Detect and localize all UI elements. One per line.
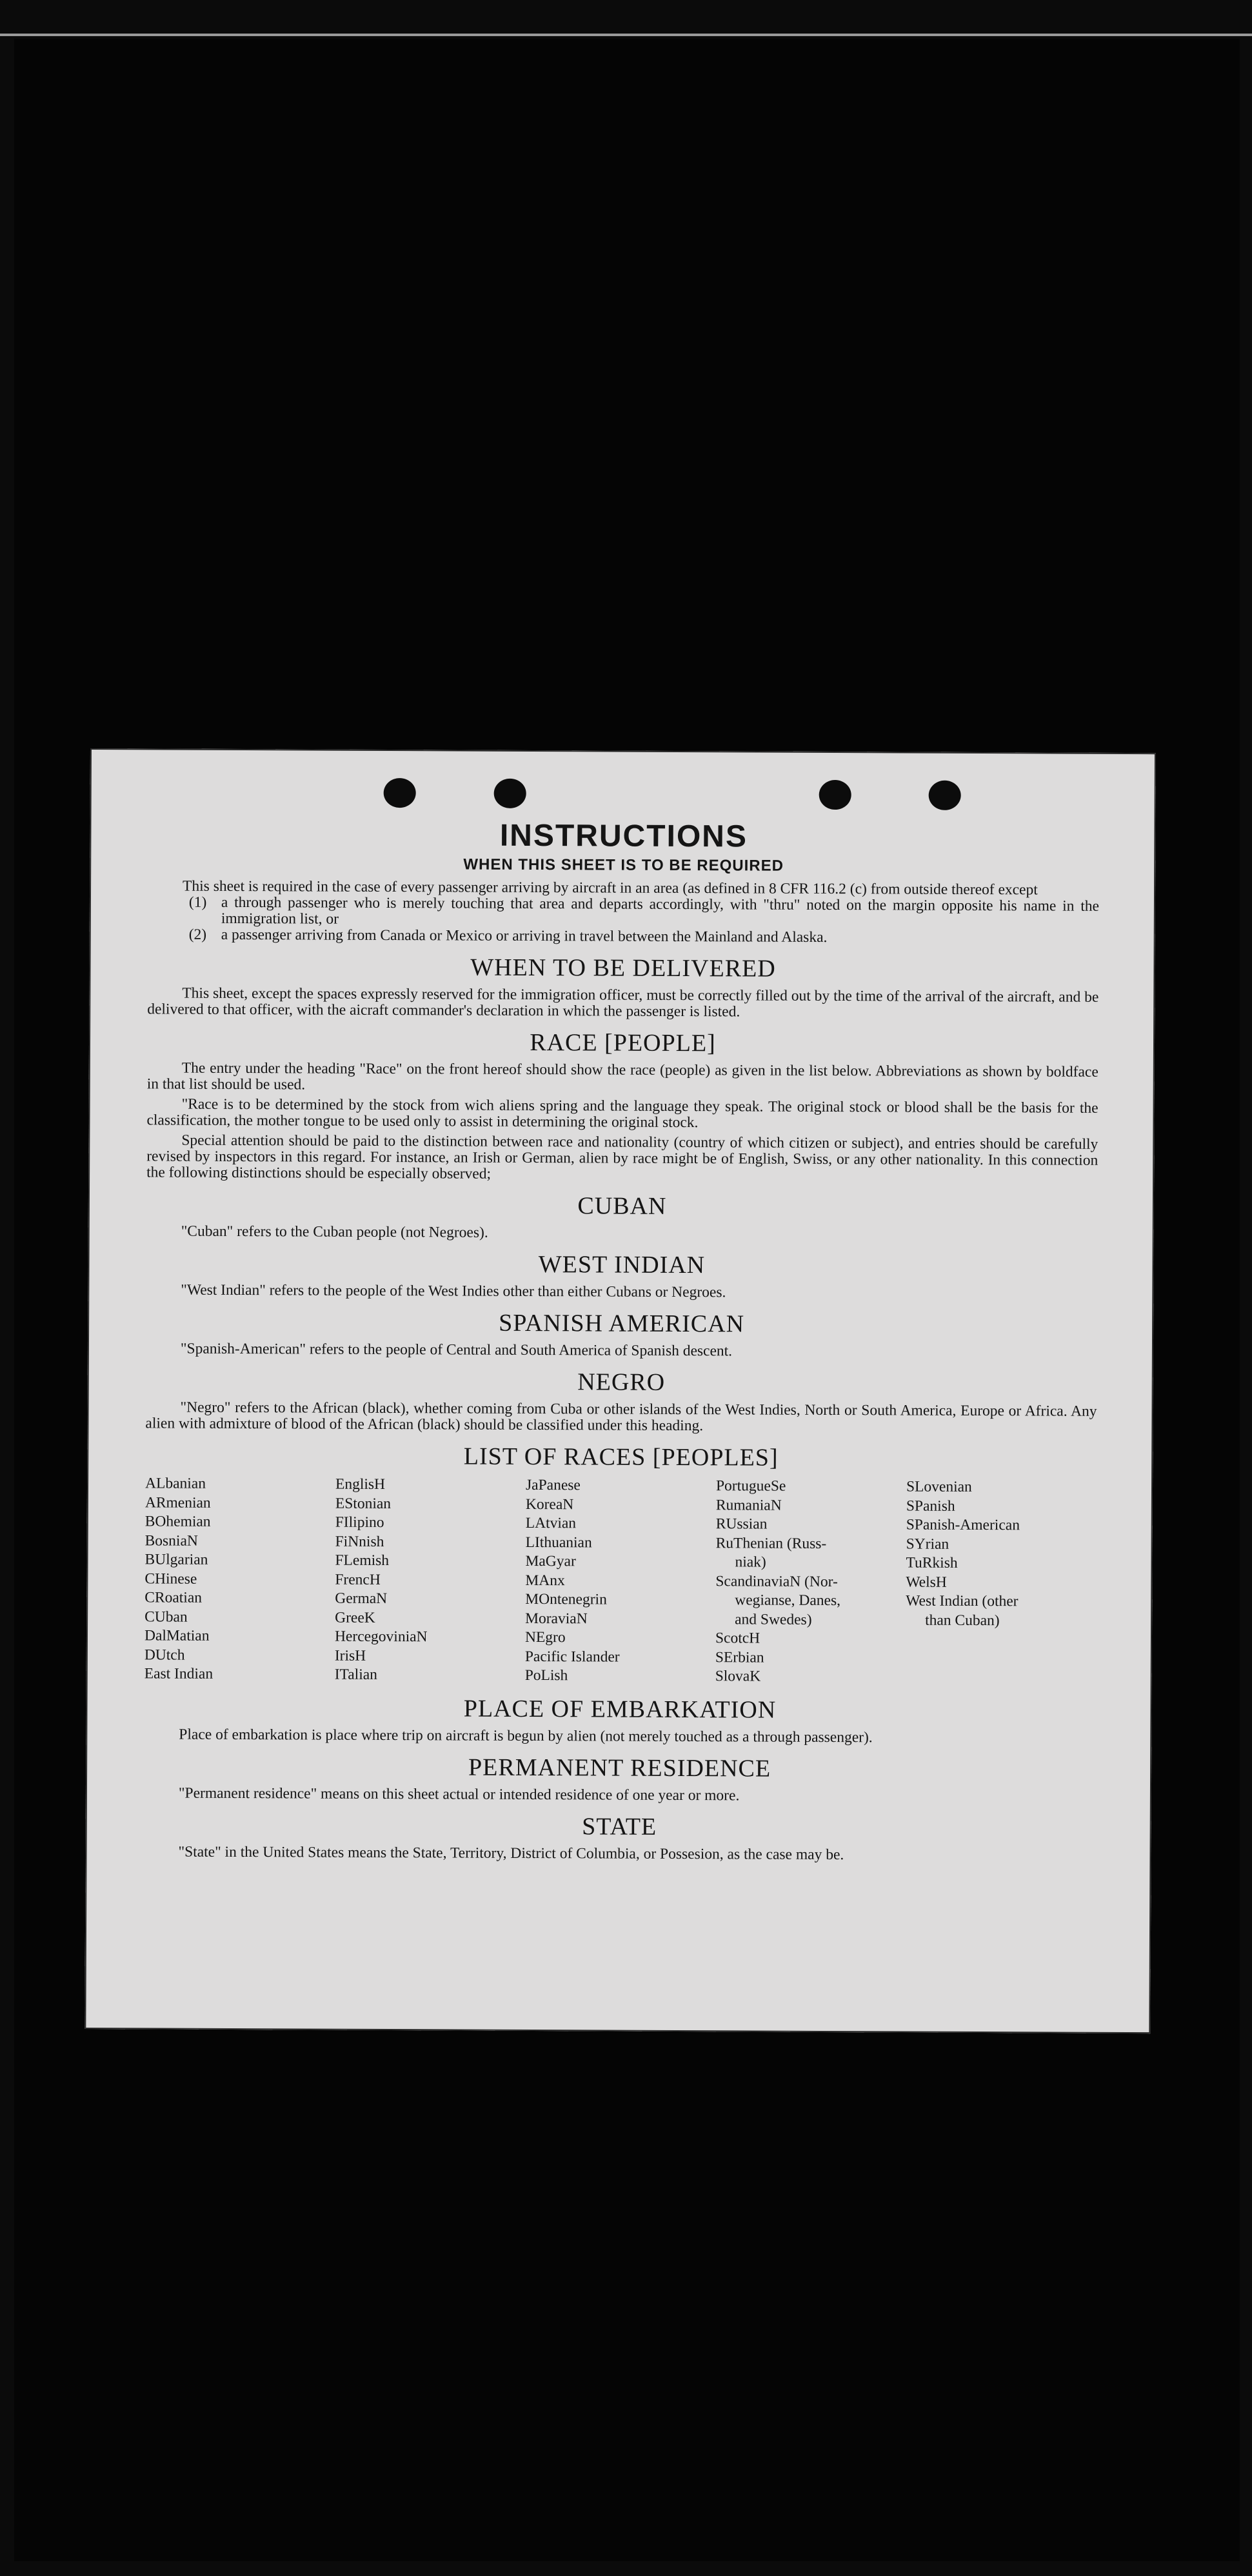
race-entry: SYrian xyxy=(906,1535,949,1553)
section-heading-list-of-races: LIST OF RACES [PEOPLES] xyxy=(463,1443,779,1472)
race-entry: IrisH xyxy=(334,1647,366,1664)
race-entry: wegianse, Danes, xyxy=(735,1592,841,1610)
race-entry: LAtvian xyxy=(525,1514,577,1532)
race-column xyxy=(715,1477,906,1687)
section-heading-cuban: CUBAN xyxy=(577,1192,667,1220)
spanish-american-paragraph: "Spanish-American" refers to the people of Central and South America of Spanish descent. xyxy=(180,1340,733,1360)
page-title: INSTRUCTIONS xyxy=(499,818,748,854)
race-entry: DalMatian xyxy=(144,1627,210,1644)
punch-hole xyxy=(384,778,416,808)
race-entry: than Cuban) xyxy=(925,1612,1000,1629)
race-entry: TuRkish xyxy=(906,1554,958,1572)
exception-item xyxy=(189,895,1099,931)
punch-hole xyxy=(929,781,961,810)
exception-item xyxy=(189,927,1099,947)
race-entry: BUlgarian xyxy=(144,1551,208,1568)
race-entry: KoreaN xyxy=(525,1495,574,1513)
race-entry: WelsH xyxy=(906,1573,947,1591)
race-entry: SlovaK xyxy=(715,1668,761,1685)
race-entry: GreeK xyxy=(335,1609,375,1626)
exception-number: (1) xyxy=(188,894,207,911)
race-entry: ScandinaviaN (Nor- xyxy=(715,1572,838,1590)
race-entry: BOhemian xyxy=(144,1513,211,1530)
race-entry: PoLish xyxy=(524,1666,568,1684)
cuban-paragraph: "Cuban" refers to the Cuban people (not Negroes). xyxy=(181,1223,488,1241)
race-entry: MOntenegrin xyxy=(525,1590,607,1608)
section-heading-negro: NEGRO xyxy=(577,1368,666,1396)
race-entry: DUtch xyxy=(144,1646,185,1664)
race-column xyxy=(906,1478,1097,1688)
exception-text: a passenger arriving from Canada or Mexico or arriving in travel between the Mainland and Alaska. xyxy=(221,926,828,946)
race-entry: EnglisH xyxy=(335,1475,386,1493)
negro-paragraph: "Negro" refers to the African (black), whether coming from Cuba or other islands of the West Indies, North or South America, Europe or Africa. Any alien with admixture of blood of the African (black) should be classified under this heading. xyxy=(145,1399,1097,1435)
intro-paragraph: This sheet is required in the case of every passenger arriving by aircraft in an area (as defined in 8 CFR 116.2 (c) from outside thereof except xyxy=(183,877,1038,899)
race-entry: LIthuanian xyxy=(525,1533,592,1551)
race-column xyxy=(525,1476,716,1686)
section-heading-embarkation: PLACE OF EMBARKATION xyxy=(463,1695,777,1724)
race-entry: ARmenian xyxy=(144,1493,211,1512)
race-entry: ITalian xyxy=(334,1666,378,1683)
race-entry: SLovenian xyxy=(906,1478,972,1495)
race-column xyxy=(144,1474,335,1684)
race-list xyxy=(144,1474,1097,1688)
section-heading-state: STATE xyxy=(582,1812,657,1841)
residence-paragraph: "Permanent residence" means on this sheet actual or intended residence of one year or more. xyxy=(178,1784,740,1804)
race-entry: Pacific Islander xyxy=(524,1648,620,1666)
race-entry: CUban xyxy=(144,1608,188,1626)
race-entry: FIlipino xyxy=(335,1513,384,1531)
race-entry: CHinese xyxy=(144,1570,197,1588)
exception-text: a through passenger who is merely touching that area and departs accordingly, with "thru" noted on the margin opposite his name in the immigration list, or xyxy=(221,894,1100,928)
race-entry: MAnx xyxy=(525,1572,565,1589)
race-entry: CRoatian xyxy=(144,1589,203,1606)
race-entry: JaPanese xyxy=(525,1476,581,1494)
race-entry: East Indian xyxy=(144,1665,214,1682)
race-entry: MaGyar xyxy=(525,1552,576,1570)
exception-list xyxy=(189,895,1099,947)
section-heading-spanish-american: SPANISH AMERICAN xyxy=(499,1309,745,1338)
race-entry: NEgro xyxy=(524,1628,566,1646)
race-entry: RuThenian (Russ- xyxy=(715,1534,827,1552)
instruction-sheet xyxy=(84,748,1156,2033)
embarkation-paragraph: Place of embarkation is place where trip on aircraft is begun by alien (not merely touched as a through passenger). xyxy=(179,1726,873,1746)
race-entry: niak) xyxy=(735,1553,766,1571)
exception-number: (2) xyxy=(188,926,207,943)
race-entry: SPanish-American xyxy=(906,1516,1020,1534)
race-entry: PortugueSe xyxy=(715,1477,786,1495)
top-edge-line xyxy=(0,34,1252,36)
race-paragraph-3: Special attention should be paid to the distinction between race and nationality (country of which citizen or subject), and entries should be carefully revised by inspectors in this regard. For instance, an Irish or German, alien by race might be of English, Swiss, or any other nationality. In this connection the following distinctions should be especially observed; xyxy=(146,1132,1098,1183)
page-subtitle: WHEN THIS SHEET IS TO BE REQUIRED xyxy=(463,855,784,875)
punch-hole xyxy=(494,779,526,808)
race-column xyxy=(335,1475,526,1686)
section-heading-race: RACE [PEOPLE] xyxy=(530,1028,716,1057)
section-heading-west-indian: WEST INDIAN xyxy=(538,1251,706,1279)
race-entry: West Indian (other xyxy=(906,1592,1018,1610)
race-entry: ALbanian xyxy=(144,1475,206,1492)
delivered-paragraph: This sheet, except the spaces expressly reserved for the immigration officer, must be correctly filled out by the time of the arrival of the aircraft, and be delivered to that officer, with the aicraft commander's declaration in which the passenger is listed. xyxy=(147,984,1099,1021)
race-paragraph-1: The entry under the heading "Race" on the front hereof should show the race (people) as given in the list below. Abbreviations as shown by boldface in that list should be used. xyxy=(146,1059,1098,1093)
race-entry: GermaN xyxy=(335,1590,388,1608)
section-heading-residence: PERMANENT RESIDENCE xyxy=(468,1753,771,1782)
west-indian-paragraph: "West Indian" refers to the people of the West Indies other than either Cubans or Negroes. xyxy=(181,1281,726,1301)
race-entry: RUssian xyxy=(715,1515,768,1533)
section-heading-delivered: WHEN TO BE DELIVERED xyxy=(470,954,776,983)
race-entry: and Swedes) xyxy=(735,1610,812,1628)
race-entry: FrencH xyxy=(335,1571,381,1588)
race-entry: EStonian xyxy=(335,1495,392,1512)
race-entry: MoraviaN xyxy=(525,1610,588,1627)
sheet-content xyxy=(143,816,1099,1864)
race-entry: HercegoviniaN xyxy=(334,1628,428,1646)
race-entry: FiNnish xyxy=(335,1533,384,1550)
state-paragraph: "State" in the United States means the State, Territory, District of Columbia, or Possesion, as the case may be. xyxy=(178,1843,844,1863)
race-entry: ScotcH xyxy=(715,1630,760,1647)
race-entry: SPanish xyxy=(906,1497,955,1515)
race-paragraph-2: "Race is to be determined by the stock from wich aliens spring and the language they speak. The original stock or blood shall be the basis for the classification, the mother tongue to be used only to assist in determining the original stock. xyxy=(146,1095,1098,1132)
race-entry: SErbian xyxy=(715,1648,764,1666)
race-entry: RumaniaN xyxy=(715,1496,782,1514)
race-entry: FLemish xyxy=(335,1552,390,1570)
race-entry: BosniaN xyxy=(144,1532,198,1550)
punch-hole xyxy=(819,780,851,810)
